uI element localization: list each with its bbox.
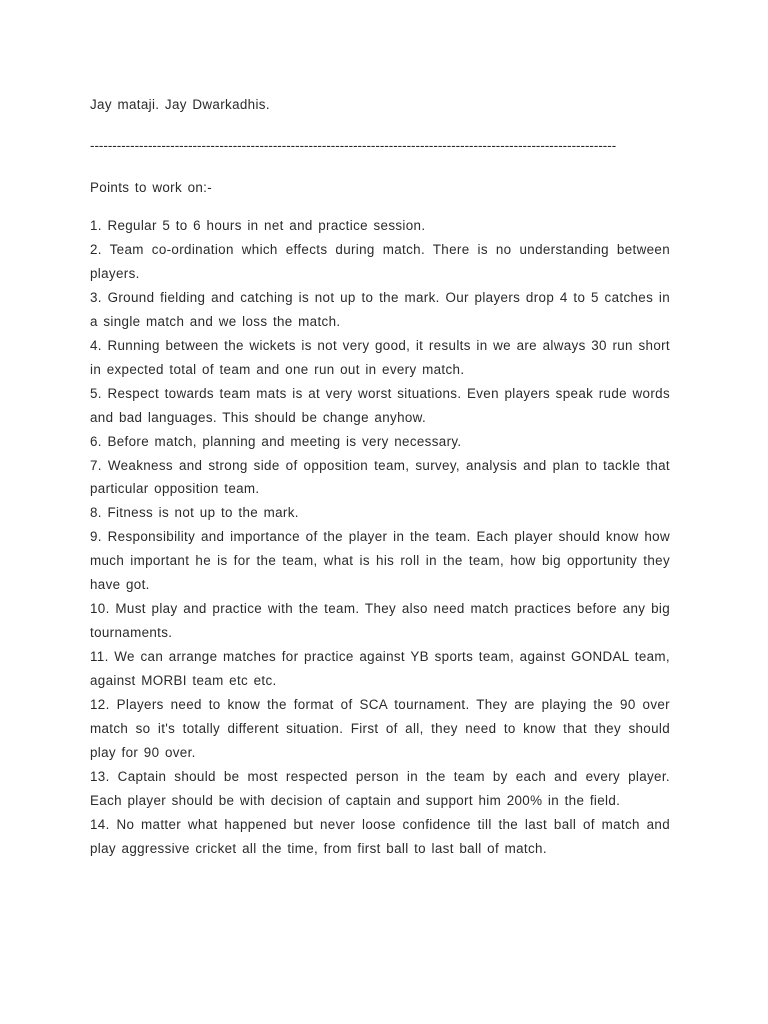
- point-item-6: 6. Before match, planning and meeting is very necessary.: [90, 433, 462, 449]
- points-list: [90, 214, 670, 861]
- point-item-12: 12. Players need to know the format of SCA tournament. They are playing the 90 over match so it's totally different situation. First of all, they need to know that they should play for 90 over.: [90, 697, 670, 760]
- point-item-5: 5. Respect towards team mats is at very worst situations. Even players speak rude words and bad languages. This should be change anyhow.: [90, 385, 670, 425]
- separator-line: ----------------------------------------------------------------------------------------------------------------------: [90, 138, 617, 153]
- point-item-10: 10. Must play and practice with the team. They also need match practices before any big tournaments.: [90, 601, 670, 641]
- point-item-3: 3. Ground fielding and catching is not up to the mark. Our players drop 4 to 5 catches in a single match and we loss the match.: [90, 289, 670, 329]
- point-item-11: 11. We can arrange matches for practice against YB sports team, against GONDAL team, against MORBI team etc etc.: [90, 649, 670, 689]
- point-item-2: 2. Team co-ordination which effects during match. There is no understanding between players.: [90, 241, 670, 281]
- point-item-8: 8. Fitness is not up to the mark.: [90, 505, 299, 521]
- section-heading: Points to work on:-: [90, 180, 213, 195]
- point-item-9: 9. Responsibility and importance of the player in the team. Each player should know how much important he is for the team, what is his roll in the team, how big opportunity they have got.: [90, 529, 670, 593]
- point-item-7: 7. Weakness and strong side of opposition team, survey, analysis and plan to tackle that particular opposition team.: [90, 457, 670, 497]
- point-item-14: 14. No matter what happened but never loose confidence till the last ball of match and play aggressive cricket all the time, from first ball to last ball of match.: [90, 816, 670, 856]
- point-item-1: 1. Regular 5 to 6 hours in net and practice session.: [90, 218, 426, 233]
- point-item-4: 4. Running between the wickets is not very good, it results in we are always 30 run short in expected total of team and one run out in every match.: [90, 337, 670, 377]
- point-item-13: 13. Captain should be most respected person in the team by each and every player. Each player should be with decision of captain and support him 200% in the field.: [90, 768, 670, 808]
- greeting-line: Jay mataji. Jay Dwarkadhis.: [90, 97, 270, 112]
